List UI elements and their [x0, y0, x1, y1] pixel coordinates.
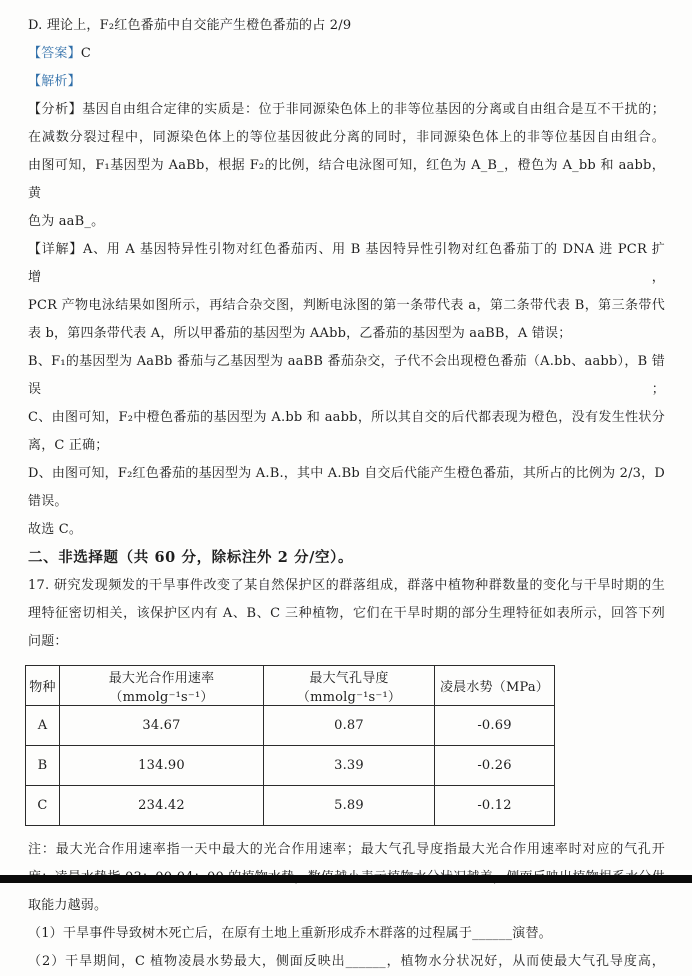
- xiangjie-line-3: 表 b，第四条带代表 A，所以甲番茄的基因型为 AAbb，乙番茄的基因型为 aaBB，A 错误；: [28, 326, 572, 341]
- note-line-1: 注：最大光合作用速率指一天中最大的光合作用速率；最大气孔导度指最大光合作用速率时对应的气孔开: [28, 842, 665, 857]
- section-header: 二、非选择题（共 60 分，除标注外 2 分/空）。: [28, 549, 354, 566]
- table-cell-conductance: 0.87: [264, 706, 435, 746]
- table-cell-water-potential: -0.69: [435, 706, 555, 746]
- xiangjie-line-7: D、由图可知，F₂红色番茄的基因型为 A.B.，其中 A.Bb 自交后代能产生橙色番茄，其所占的比例为 2/3，D: [28, 466, 665, 481]
- xiangjie-line-4: B、F₁的基因型为 AaBb 番茄与乙基因型为 aaBB 番茄杂交，子代不会出现橙色番茄（A.bb、aabb），B 错误；: [28, 354, 665, 397]
- xiangjie-line-6: 离，C 正确；: [28, 438, 109, 453]
- xiangjie-line-8: 错误。: [28, 494, 68, 509]
- answer-label: 【答案】: [28, 46, 81, 61]
- fenxi-line-4: 色为 aaB_。: [28, 214, 105, 229]
- table-cell-species: A: [26, 706, 60, 746]
- answer-value: C: [80, 46, 91, 61]
- table-row-c: [26, 786, 555, 826]
- question-17-intro-3: 问题：: [28, 634, 68, 649]
- conclusion-line: 故选 C。: [28, 522, 83, 537]
- answer-line: [28, 40, 665, 68]
- table-cell-water-potential: -0.12: [435, 786, 555, 826]
- question-17-intro-1: 17. 研究发现频发的干旱事件改变了某自然保护区的群落组成，群落中植物种群数量的变化与干旱时期的生: [28, 578, 665, 593]
- table-cell-water-potential: -0.26: [435, 746, 555, 786]
- jiexi-label: 【解析】: [28, 74, 81, 89]
- table-header-max-photosynthesis: 最大光合作用速率（mmolg⁻¹s⁻¹）: [60, 666, 264, 706]
- fenxi-line-1: 【分析】基因自由组合定律的实质是：位于非同源染色体上的非等位基因的分离或自由组合是互不干扰的；: [28, 102, 665, 117]
- table-cell-conductance: 3.39: [264, 746, 435, 786]
- table-row-b: [26, 746, 555, 786]
- question-17-intro-2: 理特征密切相关，该保护区内有 A、B、C 三种植物，它们在干旱时期的部分生理特征如表所示，回答下列: [28, 606, 665, 621]
- note-line-3: 取能力越弱。: [28, 898, 108, 913]
- sub-question-2: （2）干旱期间，C 植物凌晨水势最大，侧面反映出______，植物水分状况好，从而使最大气孔导度高，: [28, 954, 665, 969]
- xiangjie-line-2: PCR 产物电泳结果如图所示，再结合杂交图，判断电泳图的第一条带代表 a，第二条带代表 B，第三条带代: [28, 298, 665, 313]
- table-header-row: [26, 666, 555, 706]
- table-cell-species: C: [26, 786, 60, 826]
- table-header-predawn-water-potential: 凌晨水势（MPa）: [435, 666, 555, 706]
- option-d-text: D. 理论上，F₂红色番茄中自交能产生橙色番茄的占 2/9: [28, 18, 352, 33]
- table-cell-conductance: 5.89: [264, 786, 435, 826]
- table-header-max-stomatal-conductance: 最大气孔导度（mmolg⁻¹s⁻¹）: [264, 666, 435, 706]
- page-bottom-scan-edge: [0, 875, 692, 883]
- xiangjie-line-1: 【详解】A、用 A 基因特异性引物对红色番茄丙、用 B 基因特异性引物对红色番茄丁的 DNA 进 PCR 扩增，: [28, 242, 665, 285]
- table-cell-species: B: [26, 746, 60, 786]
- xiangjie-line-5: C、由图可知，F₂中橙色番茄的基因型为 A.bb 和 aabb，所以其自交的后代都表现为橙色，没有发生性状分: [28, 410, 665, 425]
- fenxi-line-2: 在减数分裂过程中，同源染色体上的等位基因彼此分离的同时，非同源染色体上的非等位基因自由组合。: [28, 130, 665, 145]
- sub-question-1: （1）干旱事件导致树木死亡后，在原有土地上重新形成乔木群落的过程属于______演替。: [28, 926, 552, 941]
- jiexi-line: [28, 68, 665, 96]
- table-cell-photosynthesis: 34.67: [60, 706, 264, 746]
- table-cell-photosynthesis: 234.42: [60, 786, 264, 826]
- fenxi-line-3: 由图可知，F₁基因型为 AaBb，根据 F₂的比例，结合电泳图可知，红色为 A_B_，橙色为 A_bb 和 aabb，黄: [28, 158, 665, 201]
- table-cell-photosynthesis: 134.90: [60, 746, 264, 786]
- plant-trait-table: [25, 665, 555, 826]
- table-row-a: [26, 706, 555, 746]
- table-header-species: 物种: [26, 666, 60, 706]
